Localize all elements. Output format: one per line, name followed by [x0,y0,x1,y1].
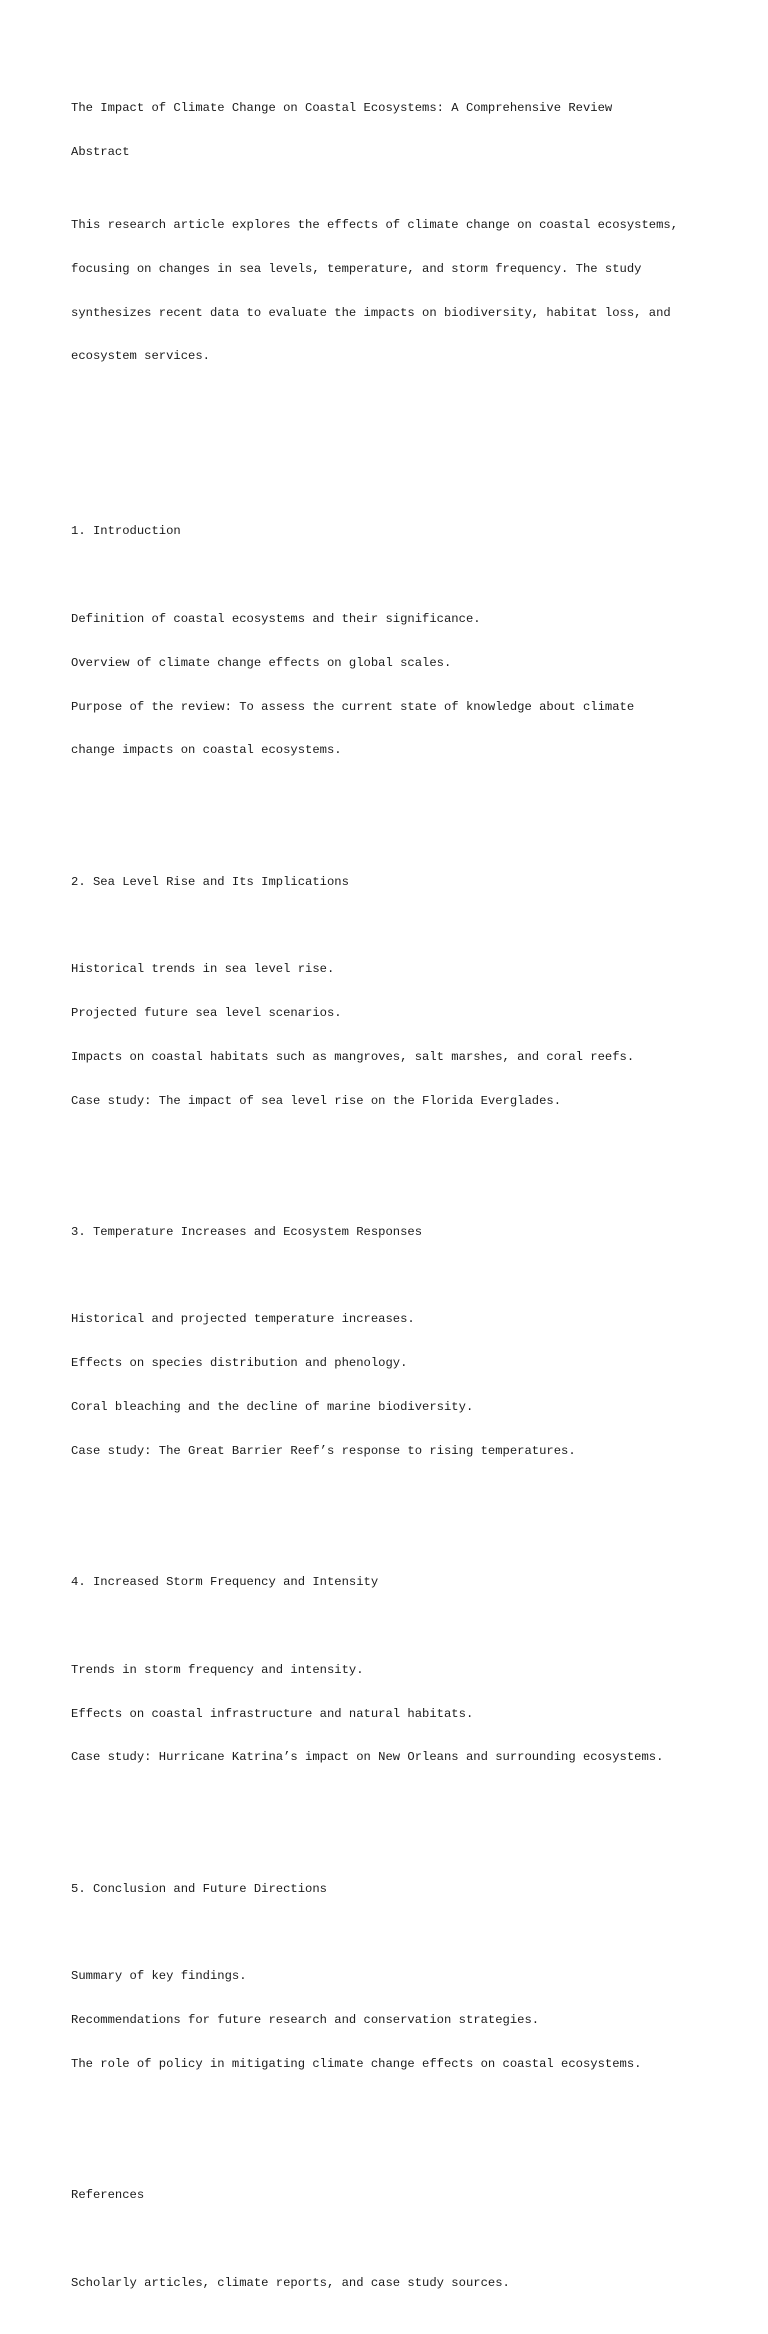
document-title: The Impact of Climate Change on Coastal Ecosystems: A Comprehensive Review [71,101,613,116]
section-line: Overview of climate change effects on global scales. [71,655,452,670]
spacer [71,2232,711,2247]
section-line: change impacts on coastal ecosystems. [71,743,342,758]
section-line: Definition of coastal ecosystems and their significance. [71,611,481,626]
section-line: Impacts on coastal habitats such as mangroves, salt marshes, and coral reefs. [71,1049,635,1064]
section-storms [71,1546,711,1794]
abstract-line: This research article explores the effects of climate change on coastal ecosystems, [71,217,679,232]
section-line: Effects on coastal infrastructure and natural habitats. [71,1706,474,1721]
section-line: Historical trends in sea level rise. [71,962,335,977]
section-line: Case study: The Great Barrier Reef’s response to rising temperatures. [71,1443,576,1458]
section-references [71,2159,711,2320]
section-line: Coral bleaching and the decline of marine biodiversity. [71,1400,474,1415]
section-heading: 2. Sea Level Rise and Its Implications [71,874,349,889]
section-line: Case study: The impact of sea level rise on the Florida Everglades. [71,1093,562,1108]
spacer [71,422,711,437]
section-line: Projected future sea level scenarios. [71,1006,342,1020]
section-temperature [71,1196,711,1488]
section-line: Trends in storm frequency and intensity. [71,1662,364,1677]
abstract-heading: Abstract [71,144,130,159]
abstract-line: synthesizes recent data to evaluate the impacts on biodiversity, habitat loss, and [71,305,671,320]
section-heading: 3. Temperature Increases and Ecosystem Responses [71,1224,423,1239]
section-heading: 5. Conclusion and Future Directions [71,1881,327,1896]
spacer [71,1269,711,1284]
spacer [71,918,711,933]
section-heading: 1. Introduction [71,524,181,539]
section-heading: References [71,2188,145,2203]
section-line: The role of policy in mitigating climate change effects on coastal ecosystems. [71,2056,642,2071]
abstract-line: ecosystem services. [71,349,210,364]
section-line: Purpose of the review: To assess the current state of knowledge about climate [71,699,635,714]
document-body [71,72,711,2334]
section-line: Summary of key findings. [71,1969,247,1984]
section-line: Recommendations for future research and conservation strategies. [71,2012,540,2027]
section-introduction [71,495,711,787]
spacer [71,568,711,583]
section-line: Scholarly articles, climate reports, and case study sources. [71,2275,510,2290]
section-line: Historical and projected temperature increases. [71,1312,415,1327]
section-sea-level-rise [71,845,711,1137]
spacer [71,1619,711,1634]
section-line: Case study: Hurricane Katrina’s impact on New Orleans and surrounding ecosystems. [71,1750,664,1765]
section-conclusion [71,1852,711,2100]
section-heading: 4. Increased Storm Frequency and Intensity [71,1575,379,1590]
spacer [71,1925,711,1940]
abstract-line: focusing on changes in sea levels, temperature, and storm frequency. The study [71,261,642,276]
section-line: Effects on species distribution and phenology. [71,1356,408,1371]
abstract-text [71,189,711,393]
